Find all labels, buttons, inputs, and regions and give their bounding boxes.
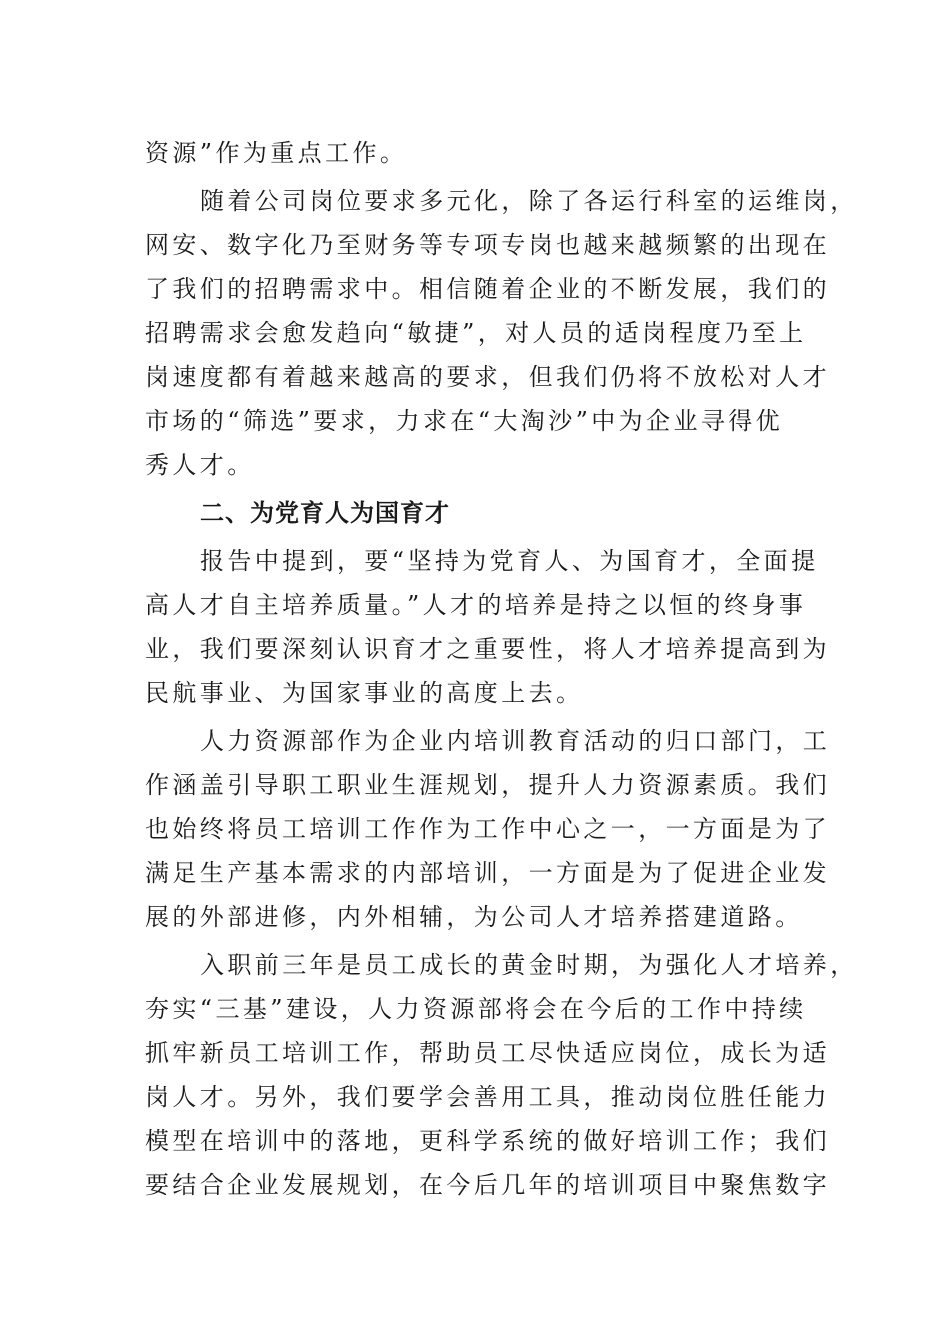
section-heading	[145, 491, 815, 535]
text-line: 满足生产基本需求的内部培训，一方面是为了促进企业发	[145, 859, 830, 887]
document-page	[145, 131, 858, 1207]
text-line: 岗人才。另外，我们要学会善用工具，推动岗位胜任能力	[145, 1083, 830, 1111]
paragraph	[145, 179, 858, 487]
text-line: 资源”作为重点工作。	[145, 139, 408, 167]
text-line: 展的外部进修，内外相辅，为公司人才培养搭建道路。	[145, 903, 803, 931]
text-line: 随着公司岗位要求多元化，除了各运行科室的运维岗，	[200, 187, 858, 215]
text-line: 网安、数字化乃至财务等专项专岗也越来越频繁的出现在	[145, 231, 830, 259]
paragraph	[145, 719, 831, 939]
paragraph	[145, 539, 830, 715]
text-line: 招聘需求会愈发趋向“敏捷”，对人员的适岗程度乃至上	[145, 319, 807, 347]
text-line: 模型在培训中的落地，更科学系统的做好培训工作；我们	[145, 1127, 830, 1155]
text-line: 了我们的招聘需求中。相信随着企业的不断发展，我们的	[145, 275, 830, 303]
text-line: 入职前三年是员工成长的黄金时期，为强化人才培养，	[200, 951, 858, 979]
text-line: 民航事业、为国家事业的高度上去。	[145, 679, 584, 707]
text-line: 报告中提到，要“坚持为党育人、为国育才，全面提	[200, 547, 819, 575]
text-line: 岗速度都有着越来越高的要求，但我们仍将不放松对人才	[145, 363, 830, 391]
paragraph	[145, 943, 858, 1207]
text-line: 业，我们要深刻认识育才之重要性，将人才培养提高到为	[145, 635, 830, 663]
text-line: 也始终将员工培训工作作为工作中心之一，一方面是为了	[145, 815, 830, 843]
text-line: 秀人才。	[145, 451, 255, 479]
text-line: 市场的“筛选”要求，力求在“大淘沙”中为企业寻得优	[145, 407, 784, 435]
text-line: 人力资源部作为企业内培训教育活动的归口部门，工	[200, 727, 831, 755]
text-line: 作涵盖引导职工职业生涯规划，提升人力资源素质。我们	[145, 771, 830, 799]
paragraph	[145, 131, 815, 175]
heading-text: 二、为党育人为国育才	[200, 499, 450, 527]
text-line: 夯实“三基”建设，人力资源部将会在今后的工作中持续	[145, 995, 807, 1023]
text-line: 要结合企业发展规划，在今后几年的培训项目中聚焦数字	[145, 1171, 830, 1199]
text-line: 抓牢新员工培训工作，帮助员工尽快适应岗位，成长为适	[145, 1039, 830, 1067]
text-line: 高人才自主培养质量。”人才的培养是持之以恒的终身事	[145, 591, 807, 619]
